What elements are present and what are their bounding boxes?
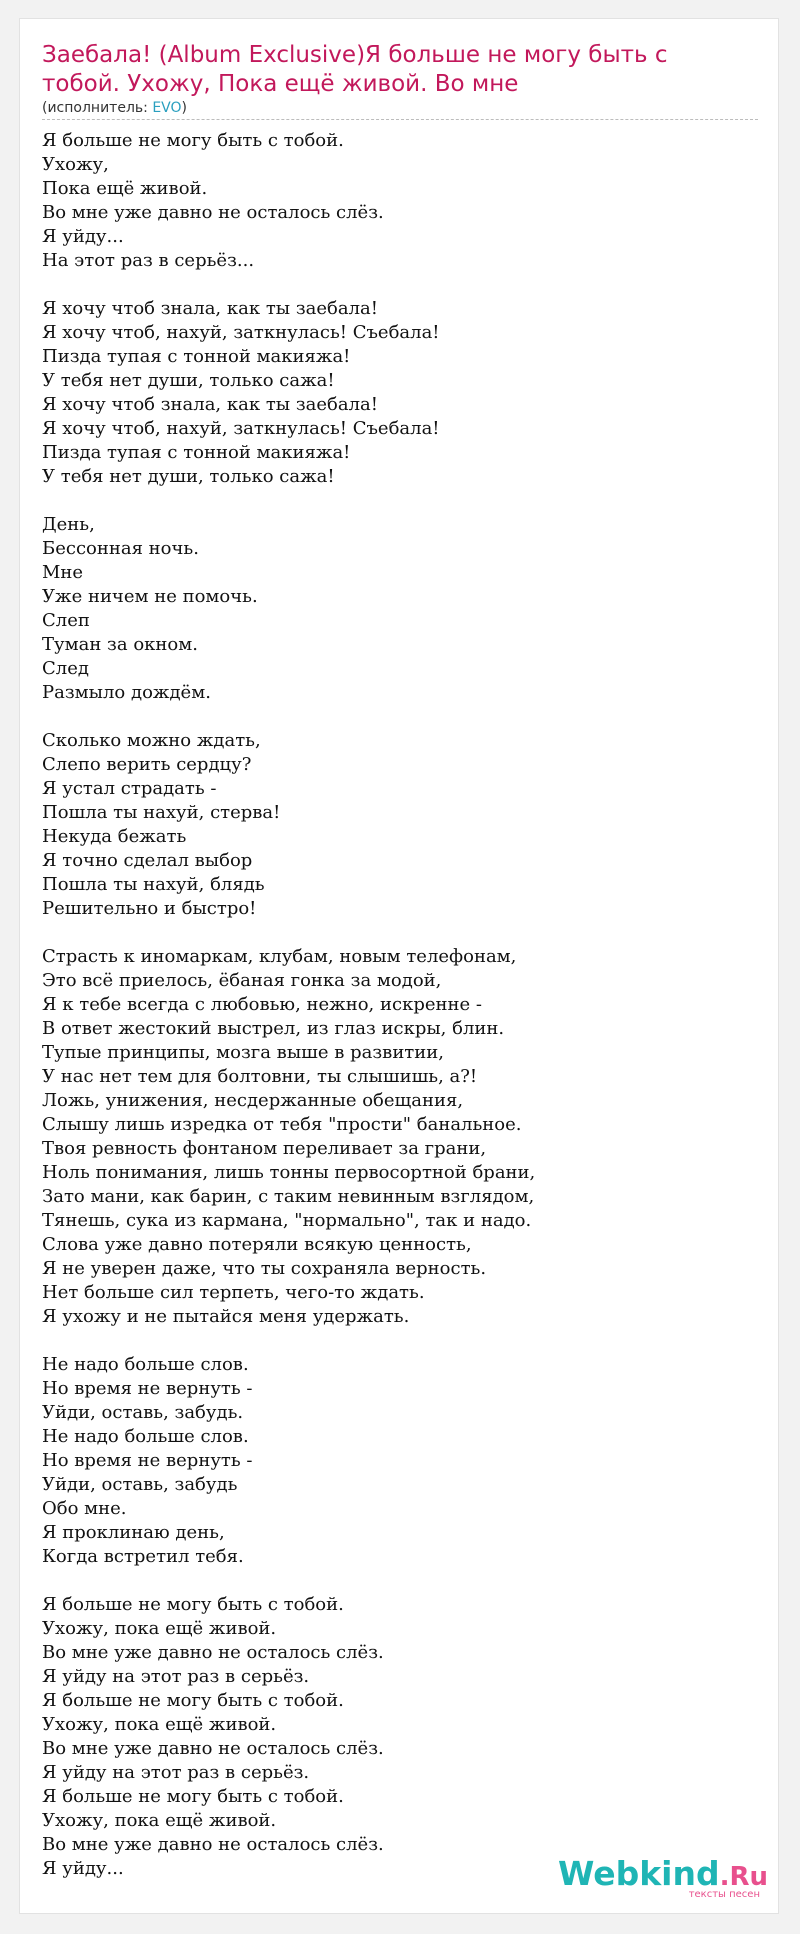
lyrics-line: Слышу лишь изредка от тебя "прости" банальное. (42, 1114, 522, 1135)
lyrics-line: Я точно сделал выбор (42, 850, 253, 871)
lyrics-verse (42, 129, 758, 273)
lyrics-line: Я не уверен даже, что ты сохраняла верность. (42, 1258, 487, 1279)
lyrics-line: Я уйду... (42, 226, 124, 247)
lyrics-line: Но время не вернуть - (42, 1378, 253, 1399)
lyrics-line: Решительно и быстро! (42, 898, 257, 919)
lyrics-line: Ухожу, (42, 154, 109, 175)
lyrics-line: Я больше не могу быть с тобой. (42, 130, 344, 151)
logo-tld-text: .Ru (719, 1862, 768, 1892)
lyrics-line: Ухожу, пока ещё живой. (42, 1810, 277, 1831)
lyrics-line: Ложь, унижения, несдержанные обещания, (42, 1090, 464, 1111)
lyrics-line: Слова уже давно потеряли всякую ценность, (42, 1234, 472, 1255)
lyrics-line: Я хочу чтоб, нахуй, заткнулась! Съебала! (42, 322, 440, 343)
logo-main-text: Webkind (557, 1854, 720, 1893)
artist-suffix: ) (181, 100, 187, 116)
lyrics-line: Я уйду на этот раз в серьёз. (42, 1666, 310, 1687)
lyrics-line: Я ухожу и не пытайся меня удержать. (42, 1306, 410, 1327)
lyrics-line: У тебя нет души, только сажа! (42, 370, 335, 391)
lyrics-line: Во мне уже давно не осталось слёз. (42, 1834, 384, 1855)
lyrics-line: Во мне уже давно не осталось слёз. (42, 1738, 384, 1759)
lyrics-line: Не надо больше слов. (42, 1426, 249, 1447)
lyrics-line: Я больше не могу быть с тобой. (42, 1786, 344, 1807)
lyrics-line: Ноль понимания, лишь тонны первосортной брани, (42, 1162, 536, 1183)
lyrics-line: Страсть к иномаркам, клубам, новым телефонам, (42, 946, 517, 967)
lyrics-line: Нет больше сил терпеть, чего-то ждать. (42, 1282, 425, 1303)
lyrics-line: Зато мани, как барин, с таким невинным взглядом, (42, 1186, 535, 1207)
lyrics-line: Бессонная ночь. (42, 538, 199, 559)
lyrics-line: Пизда тупая с тонной макияжа! (42, 346, 351, 367)
lyrics-line: Но время не вернуть - (42, 1450, 253, 1471)
logo-subtitle: тексты песен (688, 1889, 760, 1900)
artist-line (42, 99, 187, 117)
lyrics-line: Некуда бежать (42, 826, 187, 847)
lyrics-line: Сколько можно ждать, (42, 730, 261, 751)
lyrics-verse (42, 945, 758, 1329)
lyrics-line: Тупые принципы, мозга выше в развитии, (42, 1042, 444, 1063)
site-logo[interactable] (557, 1854, 768, 1901)
lyrics-line: Я хочу чтоб знала, как ты заебала! (42, 298, 378, 319)
lyrics-line: Я больше не могу быть с тобой. (42, 1690, 344, 1711)
lyrics-line: День, (42, 514, 95, 535)
lyrics-line: Пошла ты нахуй, блядь (42, 874, 265, 895)
lyrics-verse (42, 729, 758, 921)
lyrics-verse (42, 1593, 758, 1881)
lyrics-line: Я хочу чтоб знала, как ты заебала! (42, 394, 378, 415)
lyrics-line: Пизда тупая с тонной макияжа! (42, 442, 351, 463)
lyrics-line: Это всё приелось, ёбаная гонка за модой, (42, 970, 442, 991)
artist-link[interactable]: EVO (152, 100, 182, 116)
lyrics-line: Я к тебе всегда с любовью, нежно, искренне - (42, 994, 482, 1015)
lyrics-line: Я хочу чтоб, нахуй, заткнулась! Съебала! (42, 418, 440, 439)
lyrics-line: Когда встретил тебя. (42, 1546, 244, 1567)
lyrics-line: Я устал страдать - (42, 778, 217, 799)
lyrics-body (42, 129, 758, 1905)
lyrics-line: Я уйду на этот раз в серьёз. (42, 1762, 310, 1783)
lyrics-line: У тебя нет души, только сажа! (42, 466, 335, 487)
lyrics-line: След (42, 658, 89, 679)
lyrics-line: Твоя ревность фонтаном переливает за грани, (42, 1138, 487, 1159)
lyrics-verse (42, 513, 758, 705)
lyrics-line: Туман за окном. (42, 634, 198, 655)
lyrics-line: Ухожу, пока ещё живой. (42, 1618, 277, 1639)
lyrics-line: Ухожу, пока ещё живой. (42, 1714, 277, 1735)
lyrics-line: Пока ещё живой. (42, 178, 208, 199)
lyrics-line: Слеп (42, 610, 90, 631)
lyrics-line: Я проклинаю день, (42, 1522, 225, 1543)
lyrics-line: В ответ жестокий выстрел, из глаз искры, блин. (42, 1018, 505, 1039)
lyrics-line: Обо мне. (42, 1498, 127, 1519)
lyrics-line: Слепо верить сердцу? (42, 754, 252, 775)
lyrics-line: Уйди, оставь, забудь (42, 1474, 238, 1495)
dashed-divider (42, 119, 758, 120)
lyrics-line: У нас нет тем для болтовни, ты слышишь, а?! (42, 1066, 478, 1087)
lyrics-line: Тянешь, сука из кармана, "нормально", так и надо. (42, 1210, 532, 1231)
lyrics-verse (42, 1353, 758, 1569)
lyrics-line: Уже ничем не помочь. (42, 586, 258, 607)
lyrics-line: Во мне уже давно не осталось слёз. (42, 1642, 384, 1663)
artist-prefix: (исполнитель: (42, 100, 153, 116)
lyrics-line: Размыло дождём. (42, 682, 211, 703)
lyrics-line: Я больше не могу быть с тобой. (42, 1594, 344, 1615)
lyrics-line: На этот раз в серьёз... (42, 250, 255, 271)
lyrics-line: Уйди, оставь, забудь. (42, 1402, 244, 1423)
lyrics-line: Пошла ты нахуй, стерва! (42, 802, 281, 823)
lyrics-card (19, 18, 779, 1914)
lyrics-line: Я уйду... (42, 1858, 124, 1879)
lyrics-line: Не надо больше слов. (42, 1354, 249, 1375)
lyrics-verse (42, 297, 758, 489)
lyrics-line: Во мне уже давно не осталось слёз. (42, 202, 384, 223)
lyrics-line: Мне (42, 562, 84, 583)
page-title: Заебала! (Album Exclusive)Я больше не могу быть с тобой. Ухожу, Пока ещё живой. Во мне (42, 42, 668, 97)
